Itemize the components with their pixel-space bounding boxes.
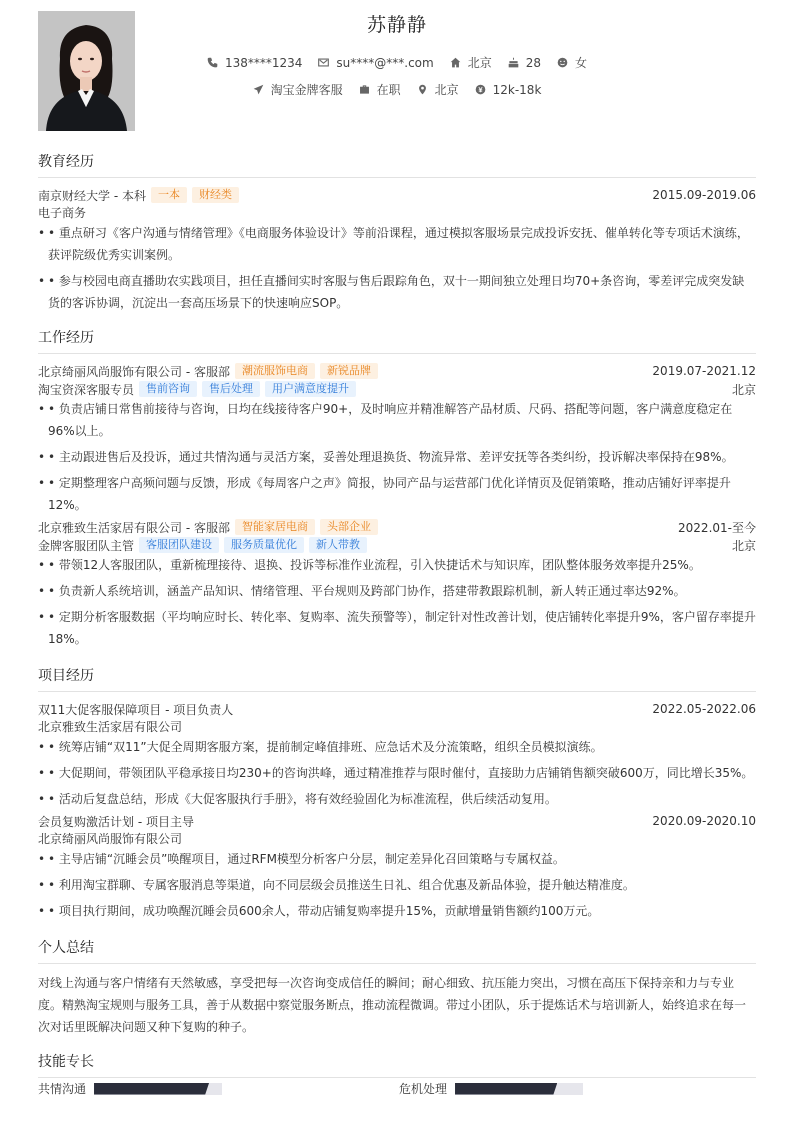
work-entry <box>38 362 756 516</box>
mail-icon <box>318 57 329 68</box>
phone-info <box>207 54 302 71</box>
entry-header <box>38 186 756 204</box>
tag: 新锐品牌 <box>320 363 378 379</box>
tag: 新人带教 <box>309 537 367 553</box>
residence-text: 北京 <box>467 56 492 70</box>
section-title: 技能专长 <box>38 1051 756 1078</box>
bullet-list <box>38 736 756 810</box>
tag: 客服团队建设 <box>139 537 219 553</box>
bullet-list <box>38 222 756 314</box>
role-row <box>38 536 756 554</box>
bullet-list <box>38 398 756 516</box>
role-row <box>38 380 756 398</box>
target-city-info <box>417 81 459 98</box>
skill-bar <box>455 1083 583 1095</box>
bullet-item: • • 项目执行期间，成功唤醒沉睡会员600余人，带动店铺复购率提升15%，贡献增量销售额约100万元。 <box>38 900 756 922</box>
work-entry <box>38 518 756 650</box>
section-title: 教育经历 <box>38 151 756 178</box>
skill-bar-fill <box>455 1083 557 1095</box>
bullet-item: • • 参与校园电商直播助农实践项目，担任直播间实时客服与售后跟踪角色，双十一期间独立处理日均70+条咨询，零差评完成突发缺货的客诉协调，沉淀出一套高压场景下的快速响应SOP。 <box>38 270 756 314</box>
cake-icon <box>508 57 519 68</box>
skill-item <box>399 1080 583 1097</box>
tag: 财经类 <box>192 187 239 203</box>
tag: 服务质量优化 <box>224 537 304 553</box>
city: 北京 <box>731 538 756 553</box>
skill-item <box>38 1080 222 1097</box>
bullet-item: • • 统筹店铺“双11”大促全周期客服方案，提前制定峰值排班、应急话术及分流策略，组织全员模拟演练。 <box>38 736 756 758</box>
residence-info <box>450 54 492 71</box>
tag: 一本 <box>151 187 187 203</box>
gender-info <box>557 54 587 71</box>
project-name: 会员复购激活计划 - 项目主导 <box>38 814 194 829</box>
bullet-item: • • 定期分析客服数据（平均响应时长、转化率、复购率、流失预警等），制定针对性改善计划，使店铺转化率提升9%，客户留存率提升18%。 <box>38 606 756 650</box>
tag: 售前咨询 <box>139 381 197 397</box>
summary-section <box>38 937 756 1038</box>
job-status-info <box>359 81 401 98</box>
skill-name: 共情沟通 <box>38 1082 87 1096</box>
salary-text: 12k-18k <box>492 82 542 97</box>
money-icon <box>475 84 486 95</box>
candidate-name: 苏静静 <box>366 14 427 36</box>
major: 电子商务 <box>38 206 87 220</box>
skill-bar-fill <box>94 1083 209 1095</box>
date-range: 2015.09-2019.06 <box>652 188 756 202</box>
target-job-info <box>253 81 343 98</box>
skill-bar <box>94 1083 222 1095</box>
smile-icon <box>557 57 568 68</box>
project-name: 双11大促客服保障项目 - 项目负责人 <box>38 702 234 717</box>
target-city-text: 北京 <box>434 83 459 97</box>
skills-section <box>38 1051 756 1078</box>
section-title: 工作经历 <box>38 327 756 354</box>
job-intent-row <box>38 81 756 98</box>
company-name: 北京雅致生活家居有限公司 - 客服部 <box>38 520 230 535</box>
bullet-item: • • 主导店铺“沉睡会员”唤醒项目，通过RFM模型分析客户分层，制定差异化召回策略与专属权益。 <box>38 848 756 870</box>
email-info <box>318 54 433 71</box>
entry-header <box>38 812 756 830</box>
entry-header <box>38 700 756 718</box>
project-org: 北京雅致生活家居有限公司 <box>38 720 183 734</box>
projects-section <box>38 665 756 922</box>
salary-info <box>475 81 542 98</box>
target-job-text: 淘宝金牌客服 <box>270 83 343 97</box>
date-range: 2020.09-2020.10 <box>652 814 756 828</box>
email-text: su****@***.com <box>336 55 434 70</box>
location-icon <box>417 84 428 95</box>
bullet-list <box>38 554 756 650</box>
company-name: 北京绮丽风尚服饰有限公司 - 客服部 <box>38 364 230 379</box>
education-section <box>38 151 756 314</box>
tag: 售后处理 <box>202 381 260 397</box>
bullet-item: • • 主动跟进售后及投诉，通过共情沟通与灵活方案，妥善处理退换货、物流异常、差评安抚等各类纠纷，投诉解决率保持在98%。 <box>38 446 756 468</box>
gender-text: 女 <box>575 56 588 70</box>
role-name: 金牌客服团队主管 <box>38 538 135 553</box>
bullet-item: • • 定期整理客户高频问题与反馈，形成《每周客户之声》简报，协同产品与运营部门优化详情页及促销策略，推动店铺好评率提升12%。 <box>38 472 756 516</box>
contact-info-row <box>38 54 756 71</box>
date-range: 2019.07-2021.12 <box>652 364 756 378</box>
bullet-item: • • 负责店铺日常售前接待与咨询，日均在线接待客户90+，及时响应并精准解答产品材质、尺码、搭配等问题，客户满意度稳定在96%以上。 <box>38 398 756 442</box>
send-icon <box>253 84 264 95</box>
tag: 潮流服饰电商 <box>235 363 315 379</box>
date-range: 2022.01-至今 <box>678 520 756 535</box>
date-range: 2022.05-2022.06 <box>652 702 756 716</box>
work-section <box>38 327 756 650</box>
bullet-item: • • 负责新人系统培训，涵盖产品知识、情绪管理、平台规则及跨部门协作，搭建带教跟踪机制，新人转正通过率达92%。 <box>38 580 756 602</box>
project-entry <box>38 700 756 810</box>
section-title: 项目经历 <box>38 665 756 692</box>
summary-text: 对线上沟通与客户情绪有天然敏感，享受把每一次咨询变成信任的瞬间；耐心细致、抗压能力突出，习惯在高压下保持亲和力与专业度。精熟淘宝规则与服务工具，善于从数据中察觉服务断点，推动流程微调。带过小团队，乐于提炼话术与培训新人，始终追求在每一次对话里既解决问题又种下复购的种子。 <box>38 976 747 1034</box>
bullet-item: • • 活动后复盘总结，形成《大促客服执行手册》，将有效经验固化为标准流程，供后续活动复用。 <box>38 788 756 810</box>
school-name: 南京财经大学 - 本科 <box>38 188 146 203</box>
tag: 智能家居电商 <box>235 519 315 535</box>
tag: 头部企业 <box>320 519 378 535</box>
phone-icon <box>207 57 218 68</box>
role-name: 淘宝资深客服专员 <box>38 382 135 397</box>
bullet-item: • • 带领12人客服团队，重新梳理接待、退换、投诉等标准作业流程，引入快捷话术与知识库，团队整体服务效率提升25%。 <box>38 554 756 576</box>
age-info <box>508 54 541 71</box>
project-entry <box>38 812 756 922</box>
section-title: 个人总结 <box>38 937 756 964</box>
tag: 用户满意度提升 <box>265 381 356 397</box>
bullet-item: • • 大促期间，带领团队平稳承接日均230+的咨询洪峰，通过精准推荐与限时催付，直接助力店铺销售额突破600万，同比增长35%。 <box>38 762 756 784</box>
entry-header <box>38 362 756 380</box>
bullet-item: • • 利用淘宝群聊、专属客服消息等渠道，向不同层级会员推送生日礼、组合优惠及新品体验，提升触达精准度。 <box>38 874 756 896</box>
education-entry <box>38 186 756 314</box>
phone-text: 138****1234 <box>224 55 303 70</box>
skill-name: 危机处理 <box>399 1082 448 1096</box>
bullet-list <box>38 848 756 922</box>
bullet-item: • • 重点研习《客户沟通与情绪管理》《电商服务体验设计》等前沿课程，通过模拟客服场景完成投诉安抚、催单转化等专项话术演练，获评院级优秀实训案例。 <box>38 222 756 266</box>
city: 北京 <box>731 382 756 397</box>
entry-header <box>38 518 756 536</box>
project-org: 北京绮丽风尚服饰有限公司 <box>38 832 183 846</box>
job-status-text: 在职 <box>376 83 401 97</box>
age-text: 28 <box>525 55 542 70</box>
home-icon <box>450 57 461 68</box>
briefcase-icon <box>359 84 370 95</box>
